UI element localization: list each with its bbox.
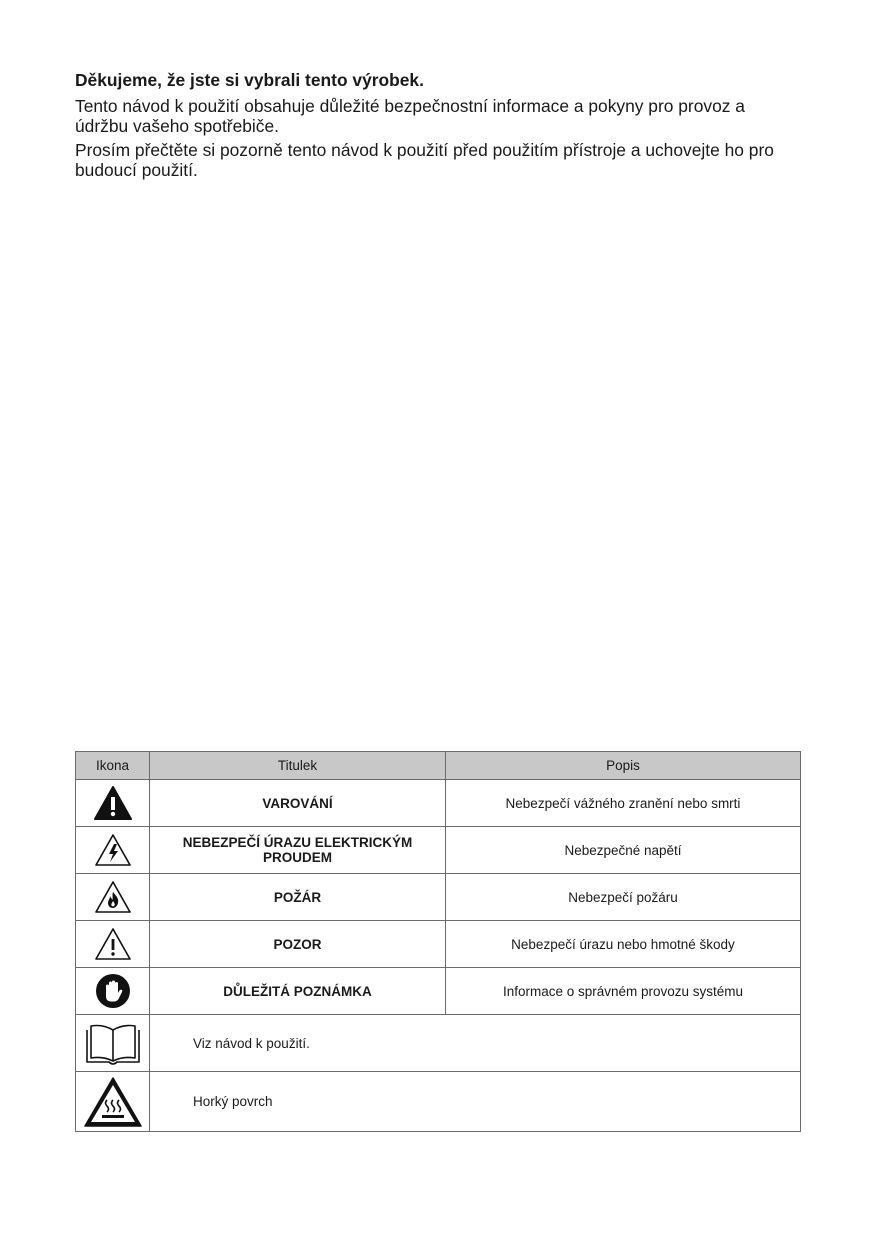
icon-cell	[76, 1015, 150, 1072]
electric-shock-icon	[93, 832, 133, 868]
caution-icon	[93, 926, 133, 962]
row-text: Horký povrch	[150, 1072, 801, 1132]
icon-cell	[76, 921, 150, 968]
row-description: Nebezpečné napětí	[446, 827, 801, 874]
row-description: Nebezpečí požáru	[446, 874, 801, 921]
fire-hazard-icon	[93, 879, 133, 915]
stop-hand-icon	[94, 972, 132, 1010]
icon-cell	[76, 1072, 150, 1132]
header-description: Popis	[446, 752, 801, 780]
table-row	[76, 780, 801, 827]
intro-paragraph-1: Tento návod k použití obsahuje důležité bezpečnostní informace a pokyny pro provoz a údržbu vašeho spotřebiče.	[75, 96, 745, 136]
table-row	[76, 1072, 801, 1132]
icon-cell	[76, 874, 150, 921]
table-row	[76, 1015, 801, 1072]
row-title: POŽÁR	[150, 874, 446, 921]
header-title: Titulek	[150, 752, 446, 780]
symbol-table	[75, 751, 801, 1132]
intro-paragraph-2: Prosím přečtěte si pozorně tento návod k použití před použitím přístroje a uchovejte ho pro budoucí použití.	[75, 140, 774, 180]
row-description: Informace o správném provozu systému	[446, 968, 801, 1015]
table-row	[76, 874, 801, 921]
intro-heading: Děkujeme, že jste si vybrali tento výrobek.	[75, 70, 424, 90]
row-title: DŮLEŽITÁ POZNÁMKA	[150, 968, 446, 1015]
hot-surface-icon	[83, 1076, 143, 1128]
icon-cell	[76, 968, 150, 1015]
row-description: Nebezpečí vážného zranění nebo smrti	[446, 780, 801, 827]
table-row	[76, 827, 801, 874]
icon-cell	[76, 780, 150, 827]
intro-section	[75, 70, 801, 184]
row-title: POZOR	[150, 921, 446, 968]
row-title: VAROVÁNÍ	[150, 780, 446, 827]
row-title: NEBEZPEČÍ ÚRAZU ELEKTRICKÝM PROUDEM	[150, 827, 446, 874]
row-description: Nebezpečí úrazu nebo hmotné škody	[446, 921, 801, 968]
table-row	[76, 921, 801, 968]
table-header-row	[76, 752, 801, 780]
row-text: Viz návod k použití.	[150, 1015, 801, 1072]
table-row	[76, 968, 801, 1015]
header-icon: Ikona	[76, 752, 150, 780]
manual-book-icon	[83, 1020, 143, 1066]
icon-cell	[76, 827, 150, 874]
warning-filled-icon	[93, 785, 133, 821]
